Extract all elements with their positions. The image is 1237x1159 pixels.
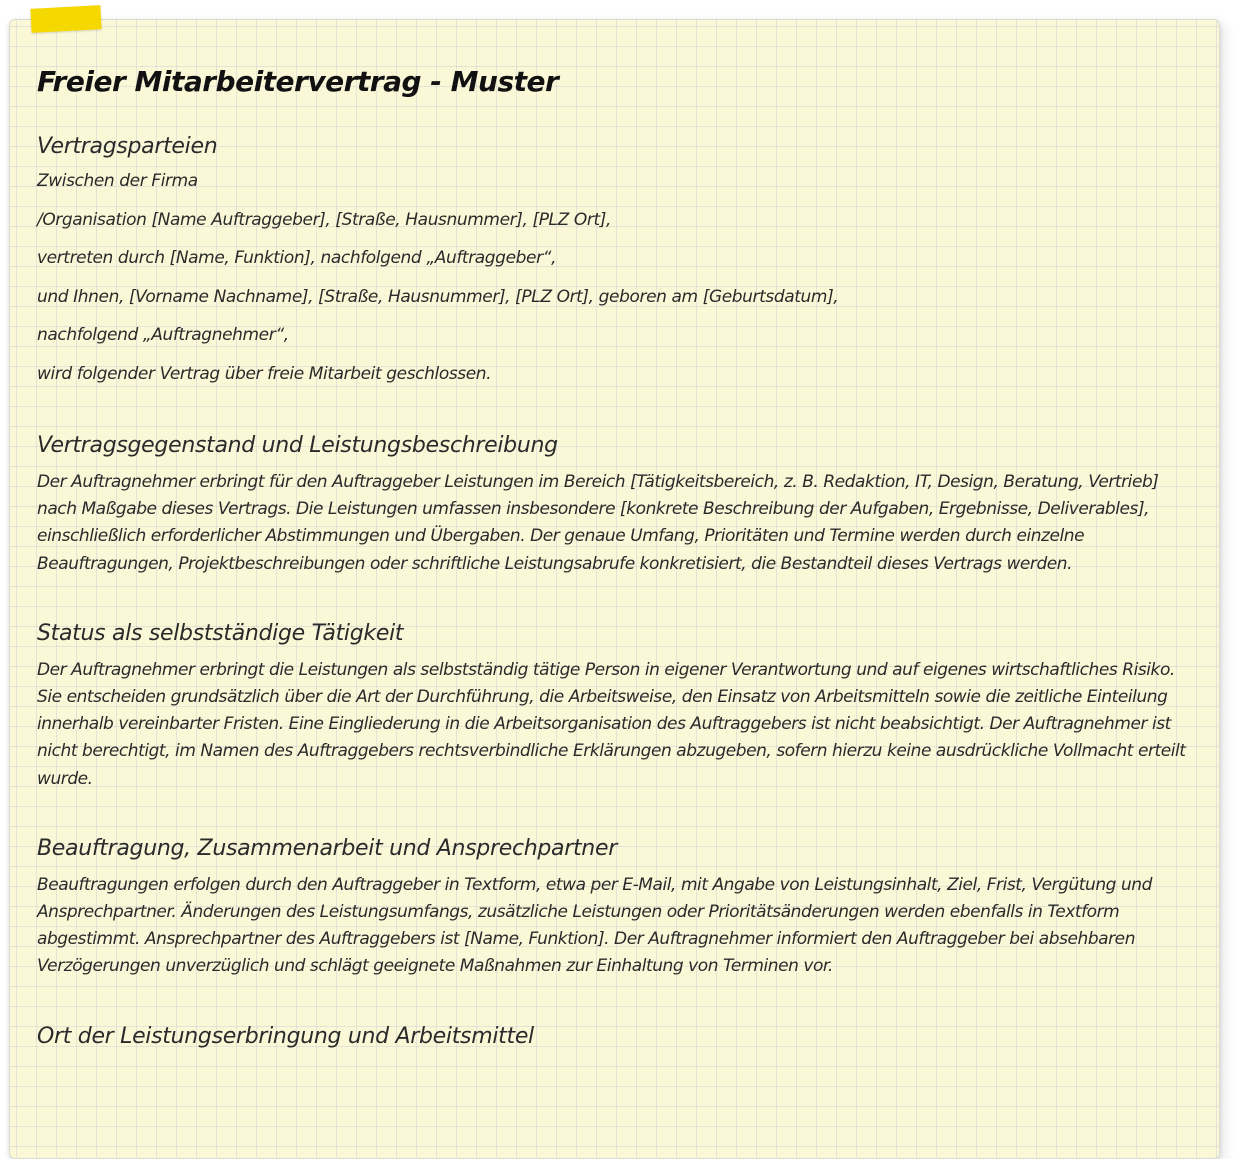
section-status (37, 619, 1197, 793)
party-line: vertreten durch [Name, Funktion], nachfolgend „Auftraggeber“, (37, 248, 557, 269)
document-title: Freier Mitarbeitervertrag - Muster (37, 65, 559, 98)
section-heading: Ort der Leistungserbringung und Arbeitsmittel (37, 1023, 534, 1049)
section-heading: Beauftragung, Zusammenarbeit und Ansprechpartner (37, 835, 617, 861)
section-beauftragung (37, 834, 1197, 981)
section-paragraph: Der Auftragnehmer erbringt für den Auftraggeber Leistungen im Bereich [Tätigkeitsbereich, z. B. Redaktion, IT, Design, Beratung, Vertrieb] nach Maßgabe dieses Vertrags. Die Leistungen umfassen insbesondere [konkrete Beschreibung der Aufgaben, Ergebnisse, Deliverables], einschließlich erforderlicher Abstimmungen und Übergaben. Der genaue Umfang, Prioritäten und Termine werden durch einzelne Beauftragungen, Projektbeschreibungen oder schriftliche Leistungsabrufe konkretisiert, die Bestandteil dieses Vertrags werden. (37, 471, 1159, 574)
section-paragraph: Der Auftragnehmer erbringt die Leistungen als selbstständig tätige Person in eigener Verantwortung und auf eigenes wirtschaftliches Risiko. Sie entscheiden grundsätzlich über die Art der Durchführung, die Arbeitsweise, den Einsatz von Arbeitsmitteln sowie die zeitliche Einteilung innerhalb vereinbarter Fristen. Eine Eingliederung in die Arbeitsorganisation des Auftraggebers ist nicht beabsichtigt. Der Auftragnehmer ist nicht berechtigt, im Namen des Auftraggebers rechtsverbindliche Erklärungen abzugeben, sofern hierzu keine ausdrückliche Vollmacht erteilt wurde. (37, 659, 1186, 789)
section-vertragsgegenstand (37, 431, 1197, 578)
section-vertragsparteien (37, 132, 1197, 385)
section-heading: Status als selbstständige Tätigkeit (37, 620, 404, 646)
section-paragraph: Beauftragungen erfolgen durch den Auftraggeber in Textform, etwa per E-Mail, mit Angabe von Leistungsinhalt, Ziel, Frist, Vergütung und Ansprechpartner. Änderungen des Leistungsumfangs, zusätzliche Leistungen oder Prioritätsänderungen werden ebenfalls in Textform abgestimmt. Ansprechpartner des Auftraggebers ist [Name, Funktion]. Der Auftragnehmer informiert den Auftraggeber bei absehbaren Verzögerungen unverzüglich und schlägt geeignete Maßnahmen zur Einhaltung von Terminen vor. (37, 874, 1152, 977)
section-heading: Vertragsgegenstand und Leistungsbeschreibung (37, 432, 558, 458)
party-line: Zwischen der Firma (37, 171, 198, 191)
document-body (37, 62, 1197, 1093)
party-line: nachfolgend „Auftragnehmer“, (37, 325, 289, 346)
party-line: und Ihnen, [Vorname Nachname], [Straße, Hausnummer], [PLZ Ort], geboren am [Geburtsdatum], (37, 286, 839, 307)
section-heading: Vertragsparteien (37, 134, 218, 159)
section-ort (37, 1022, 1197, 1052)
tape-strip (30, 5, 101, 33)
party-line: wird folgender Vertrag über freie Mitarbeit geschlossen. (37, 363, 492, 384)
party-line: /Organisation [Name Auftraggeber], [Straße, Hausnummer], [PLZ Ort], (37, 209, 611, 230)
